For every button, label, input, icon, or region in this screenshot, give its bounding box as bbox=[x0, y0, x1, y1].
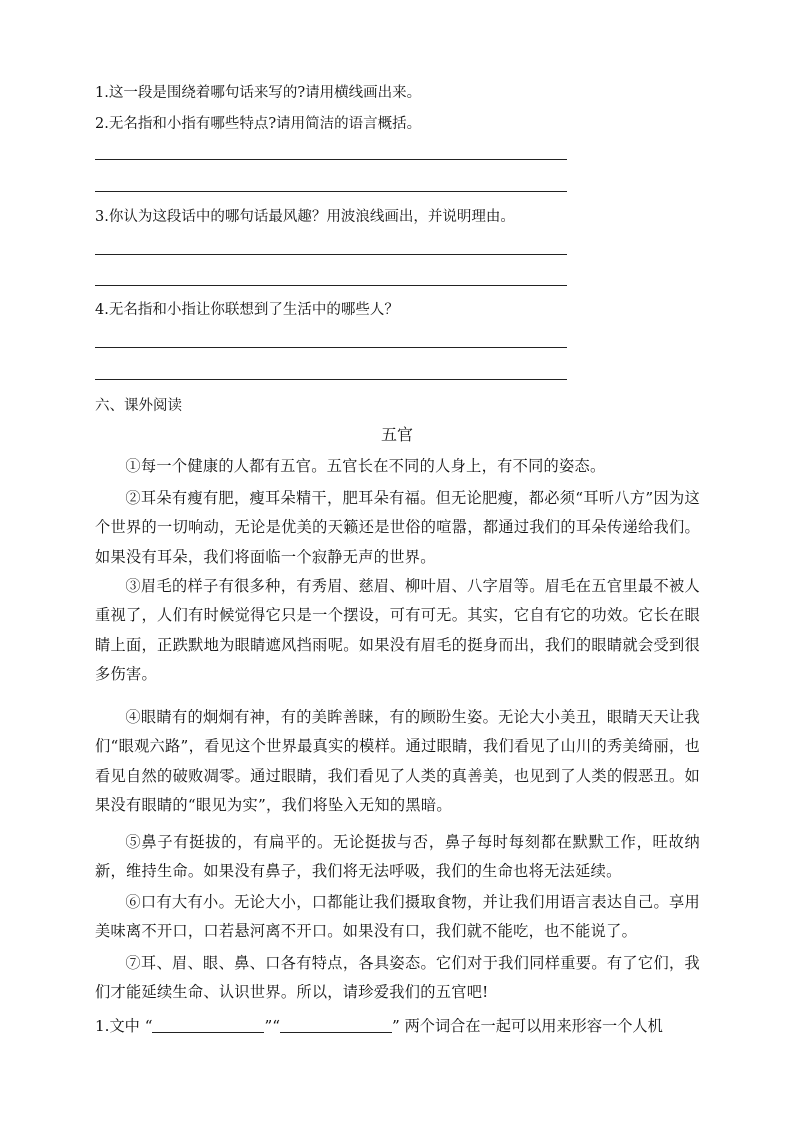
answer-line bbox=[95, 285, 567, 286]
paragraph-4: ④眼睛有的炯炯有神，有的美眸善睐，有的顾盼生姿。无论大小美丑，眼睛天天让我们“眼观六路”，看见这个世界最真实的模样。通过眼睛，我们看见了山川的秀美绮丽，也看见自然的破败凋零。通过眼睛，我们看见了人类的真善美，也见到了人类的假恶丑。如果没有眼睛的“眼见为实”，我们将坠入无知的黑暗。 bbox=[95, 708, 700, 814]
fill-question-middle: ”“ bbox=[264, 1017, 280, 1035]
blank-1[interactable] bbox=[152, 1016, 264, 1033]
paragraph-5: ⑤鼻子有挺拔的，有扁平的。无论挺拔与否，鼻子每时每刻都在默默工作，旺故纳新，维持生命。如果没有鼻子，我们将无法呼吸，我们的生命也将无法延续。 bbox=[95, 833, 700, 881]
question-3: 3.你认为这段话中的哪句话最风趣？用波浪线画出，并说明理由。 bbox=[95, 209, 515, 225]
fill-question-suffix: ” 两个词合在一起可以用来形容一个人机 bbox=[392, 1017, 663, 1035]
fill-question-prefix: 1.文中 “ bbox=[95, 1017, 153, 1035]
paragraph-1: ①每一个健康的人都有五官。五官长在不同的人身上，有不同的姿态。 bbox=[125, 457, 606, 475]
paragraph-2: ②耳朵有瘦有肥，瘦耳朵精干，肥耳朵有福。但无论肥瘦，都必须“耳听八方”因为这个世界的一切响动，无论是优美的天籁还是世俗的喧嚣，都通过我们的耳朵传递给我们。如果没有耳朵，我们将面临一个寂静无声的世界。 bbox=[95, 489, 700, 566]
answer-line bbox=[95, 379, 567, 380]
answer-line bbox=[95, 254, 567, 255]
question-2: 2.无名指和小指有哪些特点?请用简洁的语言概括。 bbox=[95, 116, 422, 132]
question-1: 1.这一段是围绕着哪句话来写的?请用横线画出来。 bbox=[95, 85, 422, 101]
paragraph-6: ⑥口有大有小。无论大小，口都能让我们摄取食物，并让我们用语言表达自己。享用美味离不开口，口若悬河离不开口。如果没有口，我们就不能吃，也不能说了。 bbox=[95, 893, 700, 941]
blank-2[interactable] bbox=[280, 1016, 392, 1033]
paragraph-3: ③眉毛的样子有很多种，有秀眉、慈眉、柳叶眉、八字眉等。眉毛在五官里最不被人重视了，人们有时候觉得它只是一个摆设，可有可无。其实，它自有它的功效。它长在眼睛上面，正跌默地为眼睛遮风挡雨呢。如果没有眉毛的挺身而出，我们的眼睛就会受到很多伤害。 bbox=[95, 577, 700, 683]
answer-line bbox=[95, 159, 567, 160]
paragraph-7: ⑦耳、眉、眼、鼻、口各有特点，各具姿态。它们对于我们同样重要。有了它们，我们才能延续生命、认识世界。所以，请珍爱我们的五官吧! bbox=[95, 954, 700, 1002]
question-4: 4.无名指和小指让你联想到了生活中的哪些人？ bbox=[95, 302, 399, 318]
answer-line bbox=[95, 347, 567, 348]
question-fill-blank bbox=[95, 1016, 663, 1036]
answer-line bbox=[95, 191, 567, 192]
passage-title: 五官 bbox=[380, 425, 413, 444]
section-heading: 六、课外阅读 bbox=[95, 398, 182, 414]
